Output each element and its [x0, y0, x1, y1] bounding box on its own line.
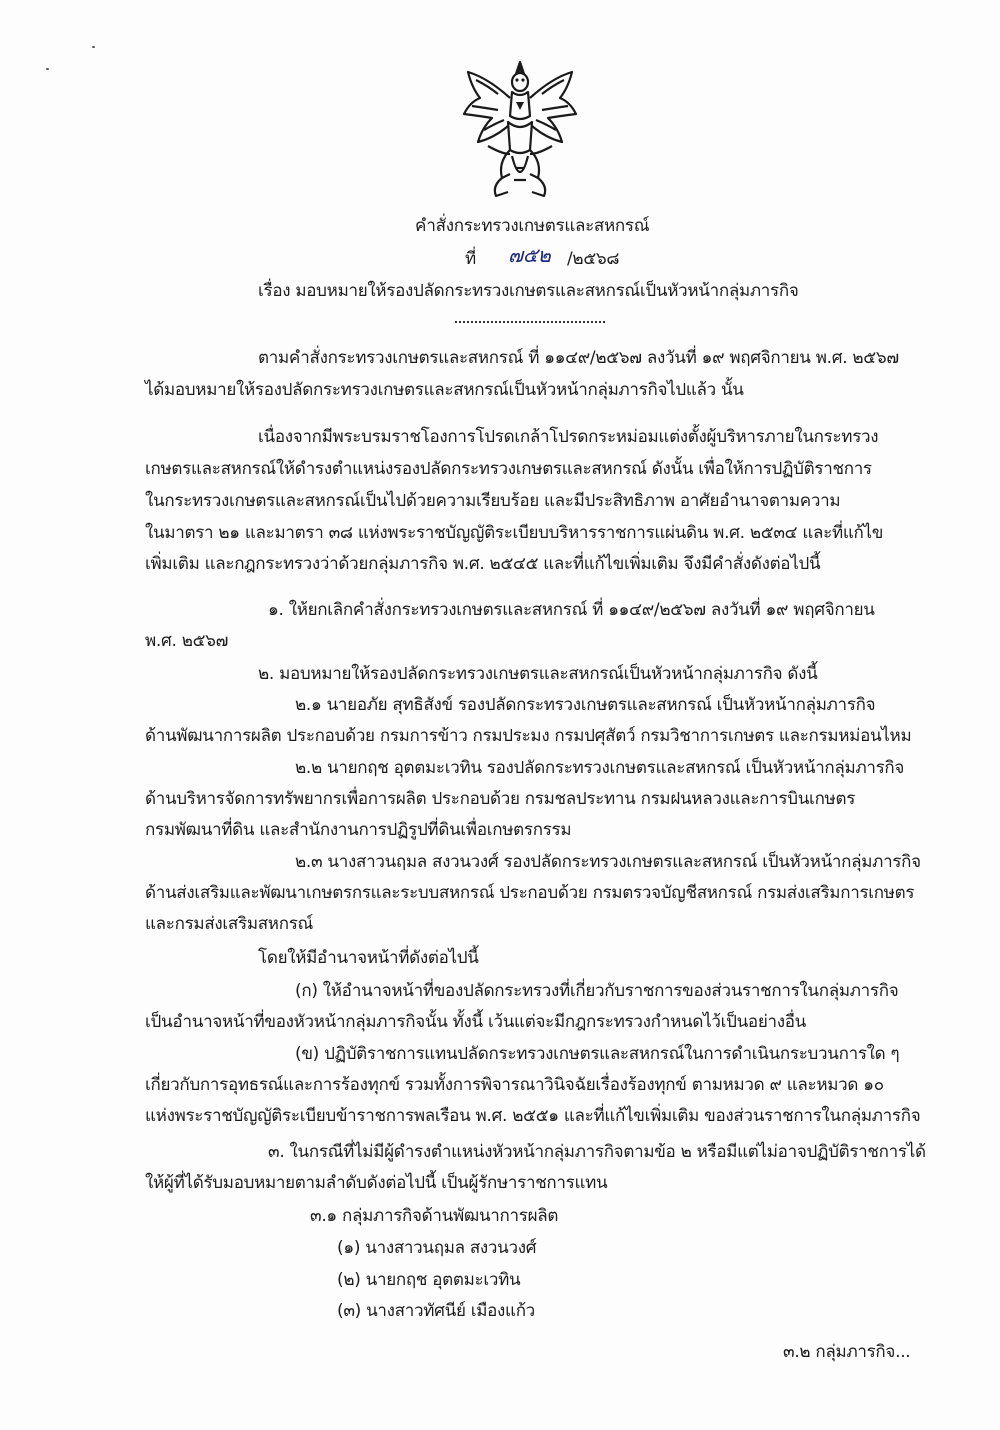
- clause-2-2: ๒.๒ นายกฤช อุตตมะเวทิน รองปลัดกระทรวงเกษตรและสหกรณ์ เป็นหัวหน้ากลุ่มภารกิจ: [295, 758, 905, 778]
- paragraph-line: เกี่ยวกับการอุทธรณ์และการร้องทุกข์ รวมทั้งการพิจารณาวินิจฉัยเรื่องร้องทุกข์ ตามหมวด ๙ และหมวด ๑๐: [145, 1075, 884, 1095]
- order-number-handwritten: ๗๕๒: [508, 243, 551, 267]
- scan-speck: [46, 68, 49, 70]
- paragraph-line: เกษตรและสหกรณ์ให้ดำรงตำแหน่งรองปลัดกระทรวงเกษตรและสหกรณ์ ดังนั้น เพื่อให้การปฏิบัติราชการ: [145, 459, 872, 479]
- order-title: คำสั่งกระทรวงเกษตรและสหกรณ์: [415, 216, 650, 236]
- paragraph-line: ให้ผู้ที่ได้รับมอบหมายตามลำดับดังต่อไปนี้ เป็นผู้รักษาราชการแทน: [145, 1173, 608, 1193]
- paragraph-line: ในมาตรา ๒๑ และมาตรา ๓๘ แห่งพระราชบัญญัติระเบียบบริหารราชการแผ่นดิน พ.ศ. ๒๕๓๔ และที่แก้ไข: [145, 523, 884, 543]
- paragraph-line: กรมพัฒนาที่ดิน และสำนักงานการปฏิรูปที่ดินเพื่อเกษตรกรรม: [145, 820, 572, 840]
- paragraph-line: เป็นอำนาจหน้าที่ของหัวหน้ากลุ่มภารกิจนั้น ทั้งนี้ เว้นแต่จะมีกฎกระทรวงกำหนดไว้เป็นอย่างอื่น: [145, 1012, 806, 1032]
- acting-person-2: (๒) นายกฤช อุตตมะเวทิน: [337, 1270, 521, 1290]
- order-number-prefix: ที่: [465, 249, 476, 269]
- paragraph-line: เนื่องจากมีพระบรมราชโองการโปรดเกล้าโปรดกระหม่อมแต่งตั้งผู้บริหารภายในกระทรวง: [258, 427, 879, 447]
- paragraph-line: ตามคำสั่งกระทรวงเกษตรและสหกรณ์ ที่ ๑๑๔๙/๒๕๖๗ ลงวันที่ ๑๙ พฤศจิกายน พ.ศ. ๒๕๖๗: [258, 348, 899, 368]
- order-subject: เรื่อง มอบหมายให้รองปลัดกระทรวงเกษตรและสหกรณ์เป็นหัวหน้ากลุ่มภารกิจ: [258, 281, 799, 301]
- separator-dotted-line: [455, 321, 605, 323]
- powers-heading: โดยให้มีอำนาจหน้าที่ดังต่อไปนี้: [258, 948, 479, 968]
- paragraph-line: พ.ศ. ๒๕๖๗: [145, 631, 229, 651]
- paragraph-line: เพิ่มเติม และกฎกระทรวงว่าด้วยกลุ่มภารกิจ พ.ศ. ๒๕๔๕ และที่แก้ไขเพิ่มเติม จึงมีคำสั่งดังต่อไปนี้: [145, 554, 821, 574]
- paragraph-line: ด้านบริหารจัดการทรัพยากรเพื่อการผลิต ประกอบด้วย กรมชลประทาน กรมฝนหลวงและการบินเกษตร: [145, 789, 856, 809]
- paragraph-line: ได้มอบหมายให้รองปลัดกระทรวงเกษตรและสหกรณ์เป็นหัวหน้ากลุ่มภารกิจไปแล้ว นั้น: [145, 380, 744, 400]
- scan-speck: [92, 46, 95, 48]
- acting-person-1: (๑) นางสาวนฤมล สงวนวงศ์: [337, 1238, 537, 1258]
- clause-2-3: ๒.๓ นางสาวนฤมล สงวนวงศ์ รองปลัดกระทรวงเกษตรและสหกรณ์ เป็นหัวหน้ากลุ่มภารกิจ: [295, 852, 921, 872]
- clause-2: ๒. มอบหมายให้รองปลัดกระทรวงเกษตรและสหกรณ์เป็นหัวหน้ากลุ่มภารกิจ ดังนี้: [258, 664, 818, 684]
- paragraph-line: แห่งพระราชบัญญัติระเบียบข้าราชการพลเรือน พ.ศ. ๒๕๕๑ และที่แก้ไขเพิ่มเติม ของส่วนราชการในกลุ่มภารกิจ: [145, 1106, 921, 1126]
- power-a: (ก) ให้อำนาจหน้าที่ของปลัดกระทรวงที่เกี่ยวกับราชการของส่วนราชการในกลุ่มภารกิจ: [295, 981, 899, 1001]
- acting-person-3: (๓) นางสาวทัศนีย์ เมืองแก้ว: [337, 1301, 535, 1321]
- paragraph-line: ด้านส่งเสริมและพัฒนาเกษตรกรและระบบสหกรณ์ ประกอบด้วย กรมตรวจบัญชีสหกรณ์ กรมส่งเสริมการเกษตร: [145, 883, 915, 903]
- clause-2-1: ๒.๑ นายอภัย สุทธิสังข์ รองปลัดกระทรวงเกษตรและสหกรณ์ เป็นหัวหน้ากลุ่มภารกิจ: [295, 695, 876, 715]
- order-number-year: /๒๕๖๘: [567, 249, 620, 269]
- power-b: (ข) ปฏิบัติราชการแทนปลัดกระทรวงเกษตรและสหกรณ์ในการดำเนินกระบวนการใด ๆ: [295, 1044, 900, 1064]
- clause-3: ๓. ในกรณีที่ไม่มีผู้ดำรงตำแหน่งหัวหน้ากลุ่มภารกิจตามข้อ ๒ หรือมีแต่ไม่อาจปฏิบัติราชการได้: [268, 1142, 926, 1162]
- paragraph-line: ด้านพัฒนาการผลิต ประกอบด้วย กรมการข้าว กรมประมง กรมปศุสัตว์ กรมวิชาการเกษตร และกรมหม่อนไหม: [145, 726, 912, 746]
- paragraph-line: ในกระทรวงเกษตรและสหกรณ์เป็นไปด้วยความเรียบร้อย และมีประสิทธิภาพ อาศัยอำนาจตามความ: [145, 491, 841, 511]
- paragraph-line: และกรมส่งเสริมสหกรณ์: [145, 914, 314, 934]
- clause-1: ๑. ให้ยกเลิกคำสั่งกระทรวงเกษตรและสหกรณ์ ที่ ๑๑๔๙/๒๕๖๗ ลงวันที่ ๑๙ พฤศจิกายน: [268, 600, 875, 620]
- clause-3-1: ๓.๑ กลุ่มภารกิจด้านพัฒนาการผลิต: [310, 1206, 559, 1226]
- continuation-marker: ๓.๒ กลุ่มภารกิจ...: [783, 1342, 911, 1362]
- garuda-emblem: [458, 58, 583, 203]
